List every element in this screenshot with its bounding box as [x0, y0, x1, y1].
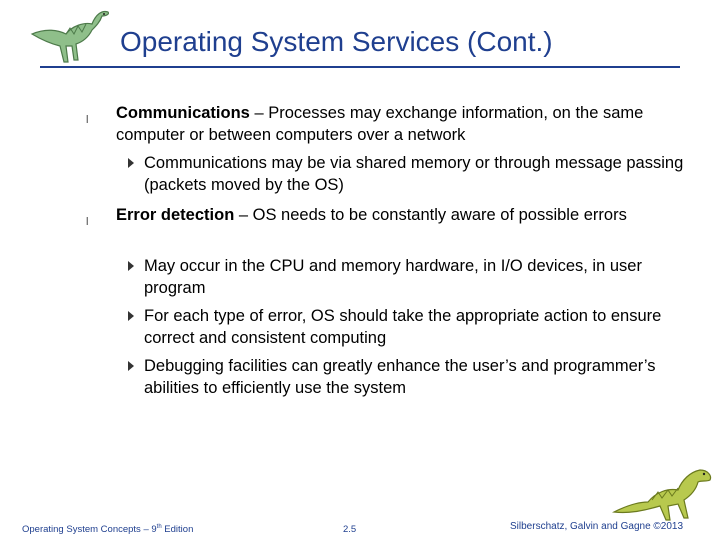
small-l-bullet-icon: l	[86, 114, 89, 126]
bullet-text: – Processes may exchange information, on the same computer or between computers over a network	[116, 104, 644, 144]
dinosaur-logo-icon	[26, 4, 114, 68]
subbullet	[144, 255, 684, 299]
subbullet-text: Debugging facilities can greatly enhance the user’s and programmer’s abilities to efficiently use the system	[144, 357, 656, 397]
small-l-bullet-icon: l	[86, 216, 89, 228]
bullet-text: – OS needs to be constantly aware of possible errors	[234, 206, 627, 224]
title-divider	[40, 66, 680, 68]
right-triangle-bullet-icon	[128, 158, 134, 168]
subbullet-text: For each type of error, OS should take the appropriate action to ensure correct and consistent computing	[144, 307, 662, 347]
subbullet-text: Communications may be via shared memory or through message passing (packets moved by the OS)	[144, 154, 684, 194]
page-title: Operating System Services (Cont.)	[120, 26, 553, 57]
right-triangle-bullet-icon	[128, 261, 134, 271]
subbullet-text: May occur in the CPU and memory hardware, in I/O devices, in user program	[144, 257, 642, 297]
dinosaur-logo-icon	[612, 462, 716, 524]
footer-copyright: Silberschatz, Galvin and Gagne ©2013	[510, 521, 684, 532]
subbullet	[144, 152, 684, 196]
right-triangle-bullet-icon	[128, 361, 134, 371]
right-triangle-bullet-icon	[128, 311, 134, 321]
bullet-communications	[86, 102, 676, 146]
subbullet	[144, 305, 684, 349]
bullet-error-detection	[86, 204, 676, 228]
footer-page-number: 2.5	[343, 524, 357, 535]
bullet-term: Communications	[116, 104, 250, 122]
bullet-term: Error detection	[116, 206, 235, 224]
footer-book-title: Operating System Concepts – 9th Edition	[22, 524, 194, 536]
subbullet	[144, 355, 684, 399]
